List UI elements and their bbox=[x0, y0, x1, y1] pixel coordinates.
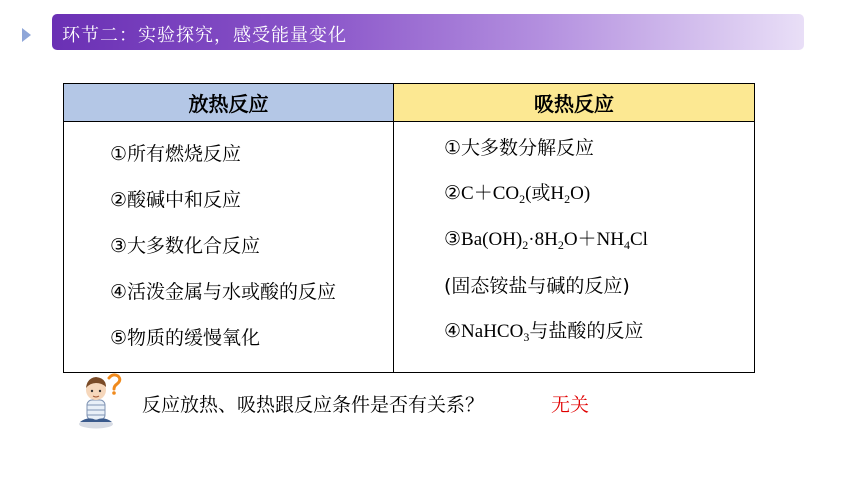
formula-part: Cl bbox=[629, 229, 648, 250]
exothermic-item: ①所有燃烧反应 bbox=[110, 143, 242, 165]
exothermic-header: 放热反应 bbox=[64, 84, 394, 122]
subscript: 2 bbox=[564, 192, 571, 206]
section-banner bbox=[52, 14, 804, 50]
formula-part: (或H bbox=[525, 183, 565, 204]
exothermic-item: ④活泼金属与水或酸的反应 bbox=[110, 281, 337, 303]
exothermic-item: ③大多数化合反应 bbox=[110, 235, 261, 257]
subscript: 2 bbox=[522, 238, 529, 252]
endothermic-item: (固态铵盐与碱的反应) bbox=[444, 275, 630, 297]
formula-part: 与盐酸的反应 bbox=[529, 321, 644, 342]
subscript: 4 bbox=[623, 238, 630, 252]
formula-part: ③Ba(OH) bbox=[444, 229, 523, 250]
thinking-child-icon bbox=[76, 372, 124, 430]
exothermic-item: ②酸碱中和反应 bbox=[110, 189, 242, 211]
subscript: 2 bbox=[519, 192, 526, 206]
endothermic-item: ①大多数分解反应 bbox=[444, 137, 595, 159]
answer-text: 无关 bbox=[551, 394, 590, 416]
subscript: 2 bbox=[557, 238, 564, 252]
endothermic-item bbox=[444, 182, 754, 228]
formula-part: ②C＋CO bbox=[444, 183, 520, 204]
endothermic-item bbox=[444, 228, 754, 274]
subscript: 3 bbox=[523, 330, 530, 344]
comparison-table bbox=[63, 83, 755, 373]
endothermic-cell bbox=[394, 122, 755, 373]
endothermic-item bbox=[444, 320, 754, 366]
formula-part: O＋NH bbox=[563, 229, 624, 250]
exothermic-item: ⑤物质的缓慢氧化 bbox=[110, 327, 261, 349]
formula-part: O) bbox=[570, 183, 591, 204]
bullet-arrow-icon bbox=[22, 28, 31, 42]
question-text: 反应放热、吸热跟反应条件是否有关系？ bbox=[142, 394, 485, 416]
endothermic-header: 吸热反应 bbox=[394, 84, 755, 122]
section-title: 环节二：实验探究，感受能量变化 bbox=[62, 25, 347, 46]
endothermic-list bbox=[394, 122, 754, 366]
exothermic-cell bbox=[64, 122, 394, 373]
formula-part: ④NaHCO bbox=[444, 321, 524, 342]
exothermic-list bbox=[64, 122, 393, 372]
formula-part: ·8H bbox=[528, 229, 558, 250]
